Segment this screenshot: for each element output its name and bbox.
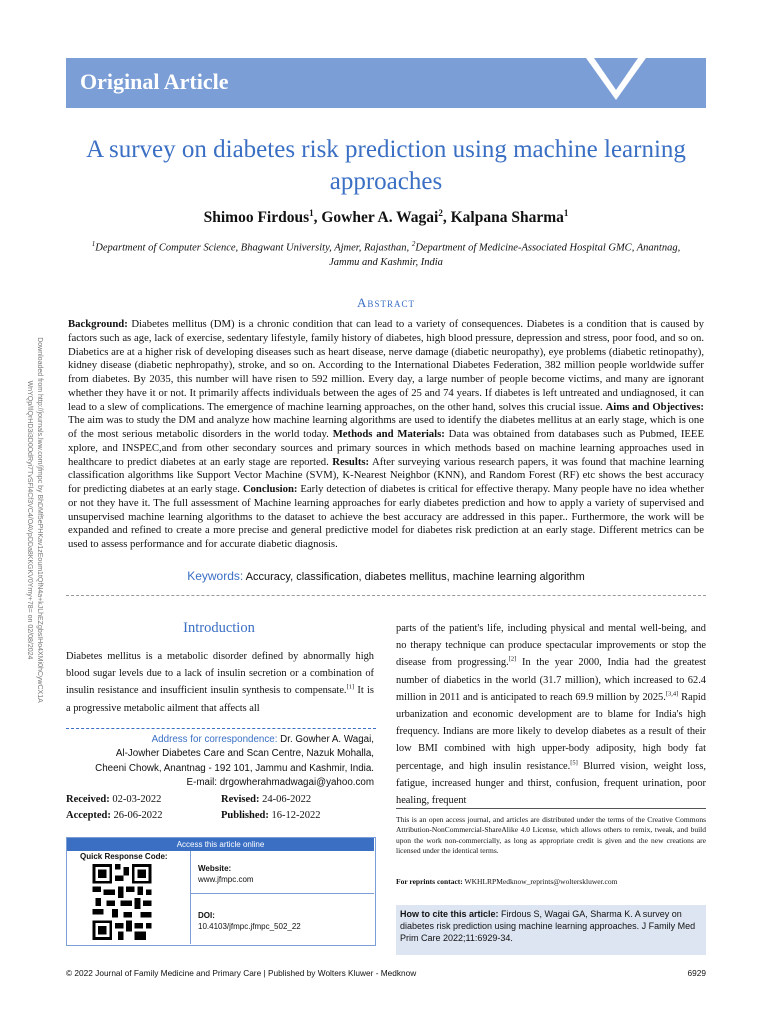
abstract-label: Aims and Objectives: bbox=[605, 400, 704, 413]
abstract-heading: Abstract bbox=[357, 295, 415, 310]
access-divider bbox=[190, 893, 374, 894]
accepted-date bbox=[66, 808, 221, 824]
author-separator: , bbox=[313, 209, 322, 227]
correspondence-line: Cheeni Chowk, Anantnag - 192 101, Jammu and Kashmir, India. bbox=[95, 762, 374, 774]
date-value: 24-06-2022 bbox=[259, 794, 312, 805]
correspondence-rule bbox=[66, 728, 376, 729]
date-value: 02-03-2022 bbox=[109, 794, 162, 805]
abstract-label: Conclusion: bbox=[242, 483, 298, 495]
intro-text: Rapid urbanization and economic development are to blame for India's high frequency. Indians are more likely to develop diabetes as a result of their low BMI combined with high upper-body adiposity, high body fat percentage, and high insulin resistance. bbox=[396, 691, 706, 772]
section-divider bbox=[66, 595, 706, 596]
abstract-text: Diabetes mellitus (DM) is a chronic condition that can lead to a variety of consequences. Diabetes is a condition that is caused by factors such as age, lack of exercise, sedentary lifestyle, family history of diabetes, high blood pressure, depression and stress, poor food, and so on. Diabetics are at a higher risk of developing diseases such as heart disease, nerve damage (diabetic neuropathy), eye problems (diabetic retinopathy), kidney disease (diabetic nephropathy), stroke, and so on. According to the International Diabetes Federation, 382 million people worldwide suffer from diabetes. By 2035, this number will have risen to 592 million. Every day, a large number of people become victims, and many are ignorant whether they have it or not. It primarily affects individuals between the ages of 25 and 74 years. If diabetes is left untreated and undiagnosed, it can lead to a slew of complications. The emergence of machine learning approaches, on the other hand, solves this crucial issue. bbox=[68, 318, 704, 413]
access-online-header: Access this article online bbox=[67, 838, 374, 851]
citation-ref[interactable]: [5] bbox=[570, 759, 578, 767]
author-name: Gowher A. Wagai bbox=[321, 209, 439, 227]
correspondence-box bbox=[66, 733, 374, 790]
date-label: Published: bbox=[221, 810, 269, 821]
doi-label: DOI: bbox=[198, 911, 215, 920]
footer-copyright: © 2022 Journal of Family Medicine and Primary Care | Published by Wolters Kluwer - Medknow bbox=[66, 968, 417, 978]
intro-left-column bbox=[66, 648, 374, 717]
keywords-text: Accuracy, classification, diabetes mellitus, machine learning algorithm bbox=[243, 571, 585, 583]
qr-label: Quick Response Code: bbox=[80, 852, 168, 861]
abstract-body bbox=[68, 318, 704, 552]
date-label: Accepted: bbox=[66, 810, 111, 821]
abstract-label: Methods and Materials: bbox=[332, 428, 445, 440]
affiliation-2: Department of Medicine-Associated Hospital GMC, Anantnag, Jammu and Kashmir, India bbox=[329, 242, 681, 268]
qr-code-icon[interactable] bbox=[92, 864, 152, 940]
author-separator: , bbox=[442, 209, 451, 227]
keywords bbox=[68, 569, 704, 583]
access-divider bbox=[190, 851, 191, 944]
received-date bbox=[66, 792, 221, 808]
banner-chevron-icon bbox=[586, 58, 646, 108]
date-label: Received: bbox=[66, 794, 110, 805]
abstract-label: Results: bbox=[332, 455, 370, 468]
abstract-label: Background: bbox=[68, 318, 128, 330]
correspondence-email[interactable]: E-mail: drgowherahmadwagai@yahoo.com bbox=[186, 776, 374, 788]
cite-label: How to cite this article: bbox=[400, 909, 499, 919]
author-affil-sup: 2 bbox=[438, 208, 443, 218]
intro-text: Blurred vision, weight loss, fatigue, increased hunger and thirst, confusion, frequent urination, poor healing, frequent bbox=[396, 760, 706, 807]
article-type-label: Original Article bbox=[80, 69, 229, 94]
abstract-text: Early detection of diabetes is critical for effective therapy. Many people have no idea whether or not they have it. The full assessment of Machine learning approaches for early diabetes prediction and how to apply a variety of supervised and unsupervised machine learning algorithms to the dataset to achieve the best accuracy are addressed in this paper.. Furthermore, the work will be expanded and refined to create a more precise and general predictive model for diabetes risk prediction at an early stage. Different metrics can be used to assess performance and for accurate diabetic diagnosis. bbox=[68, 483, 704, 550]
intro-right-column bbox=[396, 620, 706, 809]
date-label: Revised: bbox=[221, 794, 260, 805]
abstract-text: After surveying various research papers, it was found that machine learning classification algorithms like Support Vector Machine (SVM), K-Nearest Neighbor (KNN), and Random Forest (RF) etc shows the best accuracy for predicting diabetes at an early stage. bbox=[68, 455, 704, 495]
website-label: Website: bbox=[198, 864, 232, 873]
published-date bbox=[221, 808, 376, 824]
doi-link[interactable]: 10.4103/jfmpc.jfmpc_502_22 bbox=[198, 922, 301, 931]
abstract-text: Data was obtained from databases such as Pubmed, IEEE xplore, and INSPEC,and from other secondary sources and primary sources in which methods based on machine learning approaches used in healthcare to predict diabetes at an early stage are reported. bbox=[68, 428, 704, 468]
intro-text: It is a progressive metabolic ailment that affects all bbox=[66, 685, 374, 714]
author-name: Kalpana Sharma bbox=[450, 209, 564, 227]
affiliations bbox=[90, 237, 682, 270]
license-note: This is an open access journal, and articles are distributed under the terms of the Creative Commons Attribution-NonCommercial-ShareAlike 4.0 License, which allows others to remix, tweak, and build upon the work non-commercially, as long as appropriate credit is given and the new creations are licensed under the identical terms. bbox=[396, 815, 706, 856]
author-affil-sup: 1 bbox=[309, 208, 314, 218]
reprints-label: For reprints contact: bbox=[396, 877, 463, 886]
page-number: 6929 bbox=[687, 968, 706, 978]
article-title: A survey on diabetes risk prediction using machine learning approaches bbox=[86, 136, 686, 195]
watermark-line: Downloaded from http://journals.lww.com/jfmpc by BhDMf5ePHKav1zEoum1tQfN4a+kJLhEZgbsIHo4XMi0hCywCX1A bbox=[36, 337, 43, 703]
affiliation-1: Department of Computer Science, Bhagwant University, Ajmer, Rajasthan, bbox=[95, 242, 412, 254]
cite-body: Firdous S, Wagai GA, Sharma K. A survey on diabetes risk prediction using machine learning approaches. J Family Med Prim Care 2022;11:6929-34. bbox=[400, 909, 696, 943]
watermark-line: WnYQp/IlQrHD3i3D0OdRyi7TvSFl4Cf3VC4/OAVpDDa8KKGKV0Ymy+78= on 02/08/2024 bbox=[26, 380, 33, 660]
date-value: 16-12-2022 bbox=[268, 810, 321, 821]
intro-text: Diabetes mellitus is a metabolic disorder defined by abnormally high blood sugar levels due to a lack of insulin secretion or a combination of insulin resistance and insufficient insulin synthesis to compensate. bbox=[66, 651, 374, 697]
author-affil-sup: 1 bbox=[563, 208, 569, 218]
reprints-email[interactable]: WKHLRPMedknow_reprints@wolterskluwer.com bbox=[462, 877, 618, 886]
intro-text: parts of the patient's life, including physical and mental well-being, and no therapy technique can produce spectacular improvements or stop the disease from progressing. bbox=[396, 623, 706, 669]
introduction-heading: Introduction bbox=[183, 620, 255, 636]
reprints-note bbox=[396, 877, 706, 886]
citation-ref[interactable]: [3,4] bbox=[665, 690, 679, 698]
cite-text bbox=[400, 908, 702, 944]
affil-sup: 2 bbox=[411, 240, 416, 248]
correspondence-line: Dr. Gowher A. Wagai, bbox=[277, 734, 374, 745]
author-name: Shimoo Firdous bbox=[203, 209, 310, 227]
article-dates bbox=[66, 792, 376, 824]
intro-text: In the year 2000, India had the greatest number of diabetics in the world (31.7 million), which increased to 62.4 million in 2011 and is anticipated to reach 69.9 million by 2025. bbox=[396, 657, 706, 703]
abstract-text: The aim was to study the DM and analyze how machine learning algorithms are used to identify the diabetes mellitus at an early stage, which is one of the most serious metabolic disorders in the world today. bbox=[68, 414, 704, 440]
revised-date bbox=[221, 792, 376, 808]
date-value: 26-06-2022 bbox=[110, 810, 163, 821]
correspondence-line: Al-Jowher Diabetes Care and Scan Centre, Nazuk Mohalla, bbox=[115, 748, 374, 760]
keywords-label: Keywords: bbox=[187, 569, 244, 583]
citation-ref[interactable]: [2] bbox=[508, 655, 517, 663]
website-link[interactable]: www.jfmpc.com bbox=[198, 875, 254, 884]
license-rule bbox=[396, 808, 706, 809]
citation-ref[interactable]: [1] bbox=[346, 683, 355, 691]
author-list bbox=[70, 208, 702, 227]
affil-sup: 1 bbox=[91, 240, 96, 248]
correspondence-label: Address for correspondence: bbox=[151, 734, 278, 745]
